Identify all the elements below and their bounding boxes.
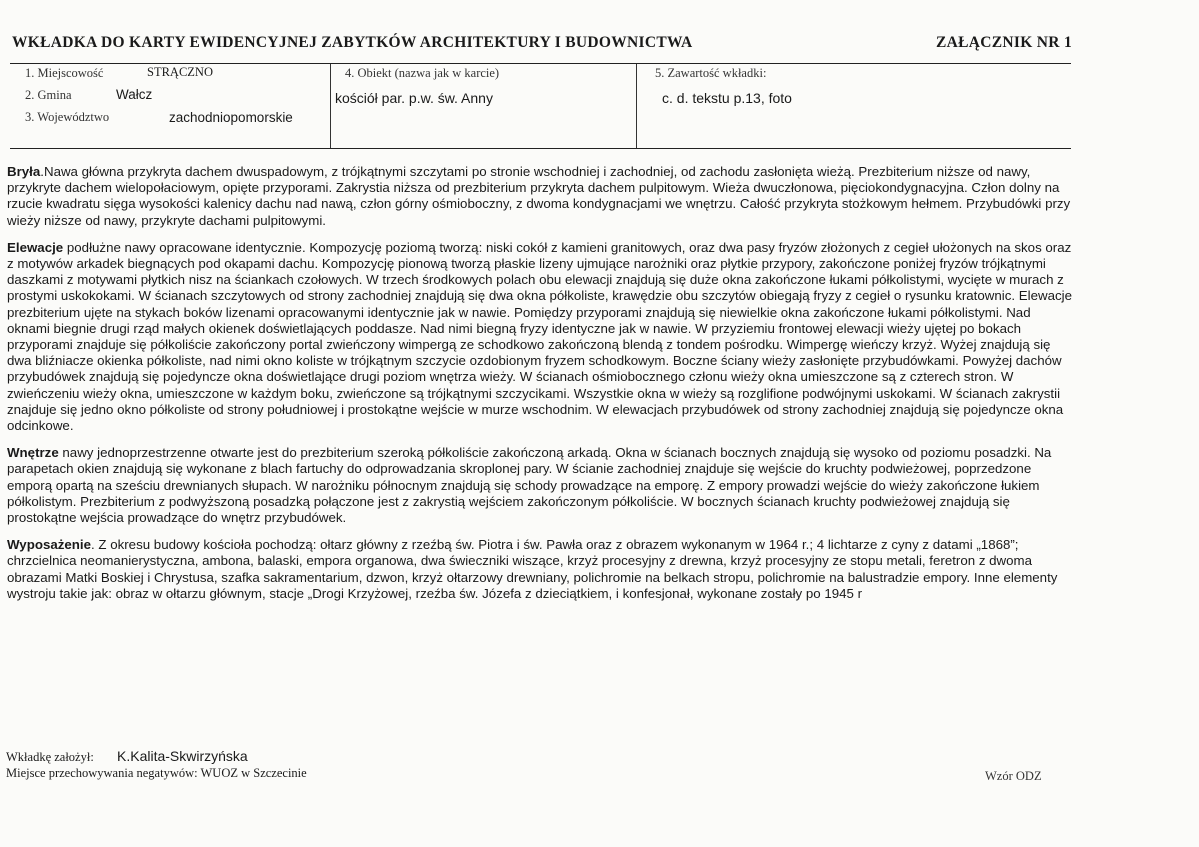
object-info-table [10,63,1071,149]
author-value: K.Kalita-Skwirzyńska [117,748,248,764]
author-label: Wkładkę założył: [6,750,94,764]
negatives-location: Miejsce przechowywania negatywów: WUOZ w Szczecinie [6,766,307,780]
table-divider [636,64,637,148]
section-heading: Wyposażenie [7,537,91,553]
section-furnishings [7,537,1077,602]
section-text: .Nawa główna przykryta dachem dwuspadowym, z trójkątnymi szczytami po stronie wschodniej i zachodniej, od zachodu zasłonięta wieżą. Prezbiterium niższe od nawy, przykryte dachem wielopołaciowym, opięte przyporami. Zakrystia niższa od prezbiterium przykryta dachem pulpitowym. Wieża dwuczłonowa, pięciokondygnacyjna. Człon dolny na rzucie kwadratu sięga wysokości kalenicy dachu nad nawą, człon górny ośmioboczny, z dwoma kondygnacjami we wnętrzu. Całość przykryta stożkowym hełmem. Przybudówki przy wieży niższe od nawy, przykryte dachami pulpitowymi. [7,164,1071,228]
section-heading: Elewacje [7,239,64,255]
section-text: podłużne nawy opracowane identycznie. Kompozycję poziomą tworzą: niski cokół z kamieni granitowych, oraz dwa pasy fryzów złożonych z cegieł ułożonych na skos oraz z motywów arkadek biegnących pod okapami dachu. Kompozycję pionową tworzą płaskie lizeny ujmujące narożniki oraz płytkie przypory, zakończone poniżej fryzów trójkątnymi daszkami z motywami płytkich nisz na ściankach czołowych. W trzech środkowych polach obu elewacji znajdują się duże okna zakończone łukami półkolistymi, wycięte w murach z prostymi uskokokami. W ścianach szczytowych od strony zachodniej znajdują się dwa okna półkoliste, krawędzie obu szczytów obiegają fryzy z cegieł o rysunku kratownic. Elewacje prezbiterium ujęte na stykach boków lizenami opracowanymi identycznie jak w nawie. Pomiędzy przyporami znajdują się niewielkie okna zakończone łukami półkolistymi. Nad oknami biegnie drugi rząd małych okienek doświetlających poddasze. Nad nimi biegną fryzy identyczne jak w nawie. W przyziemiu frontowej elewacji wieży ujętej po bokach przyporami znajduje się półkoliście zakończony portal zwieńczony wimpergą ze schodkowo zakończoną blendą z tondem pośrodku. Wimpergę wieńczy krzyż. Wyżej znajdują się dwa bliźniacze okienka półkoliste, nad nimi okno koliste w trójkątnym szczycie ozdobionym fryzem schodkowym. Boczne ściany wieży zasłonięte przybudówkami. Powyżej dachów przybudówek znajdują się pojedyncze okna doświetlające drugi poziom wnętrza wieży. W ścianach ośmiobocznego członu wieży okna umieszczone są z czterech stron. W zwieńczeniu wieży okna, umieszczone w każdym boku, zwieńczone są trójkątnymi szczycikami. Wszystkie okna w wieży są rozglifione podwójnymi uskokami. W ścianach zakrystii znajduje się jedno okno półkoliste od strony południowej i prostokątne wejście w murze wschodnim. W elewacjach przybudówek od strony zachodniej znajdują się pojedyncze okna odcinkowe. [7,239,1072,434]
table-divider [330,64,331,148]
section-elevations [7,240,1077,434]
object-value: kościół par. p.w. św. Anny [335,90,493,106]
locality-value: STRĄCZNO [147,65,213,79]
section-text: nawy jednoprzestrzenne otwarte jest do prezbiterium szeroką półkoliście zakończoną arkadą. Okna w ścianach bocznych znajdują się wysoko od poziomu posadzki. Na parapetach okien znajdują się wykonane z blach fartuchy do odprowadzania skroplonej pary. W ścianie zachodniej znajduje się wejście do kruchty podwieżowej, poprzedzone emporą opartą na sześciu drewnianych słupach. W narożniku północnym znajdują się schody prowadzące na emporę. Z empory prowadzi wejście do wieży zakończone łukiem półkolistym. Prezbiterium z podwyższoną posadzką połączone jest z zakrystią wejściem zakończonym półkoliście. W bocznych ścianach kruchty podwieżowej znajdują się prostokątne wejścia prowadzące do wnętrz przybudówek. [7,445,1052,526]
section-interior [7,445,1077,526]
annex-label: ZAŁĄCZNIK NR 1 [936,34,1072,51]
content-label: 5. Zawartość wkładki: [655,66,767,80]
template-label: Wzór ODZ [985,769,1042,783]
voivodeship-label: 3. Województwo [25,110,110,124]
content-value: c. d. tekstu p.13, foto [662,90,792,106]
section-text: . Z okresu budowy kościoła pochodzą: ołtarz główny z rzeźbą św. Piotra i św. Pawła oraz z obrazem wykonanym w 1964 r.; 4 lichtarze z cyny z datami „1868”; chrzcielnica neomanierystyczna, ambona, balaski, empora organowa, dwa świeczniki wiszące, krzyż procesyjny z drewna, krzyż procesyjny ze stopu metali, feretron z dwoma obrazami Matki Boskiej i Chrystusa, szafka sakramentarium, dzwon, krzyż ołtarzowy drewniany, polichromie na belkach stropu, polichromie na balustradzie empory. Inne elementy wystroju takie jak: obraz w ołtarzu głównym, stacje „Drogi Krzyżowej, rzeźba św. Józefa z dzieciątkiem, i konfesjonał, wykonane zostały po 1945 r [7,537,1058,601]
locality-label: 1. Miejscowość [25,66,104,80]
section-massing [7,164,1077,229]
voivodeship-value: zachodniopomorskie [169,110,293,125]
document-header [12,34,1072,56]
form-title: WKŁADKA DO KARTY EWIDENCYJNEJ ZABYTKÓW ARCHITEKTURY I BUDOWNICTWA [12,34,693,51]
section-heading: Bryła [7,164,41,179]
object-label: 4. Obiekt (nazwa jak w karcie) [345,66,500,80]
section-heading: Wnętrze [7,445,59,461]
municipality-value: Wałcz [116,87,153,102]
municipality-label: 2. Gmina [25,88,72,102]
description-body [7,164,1077,613]
